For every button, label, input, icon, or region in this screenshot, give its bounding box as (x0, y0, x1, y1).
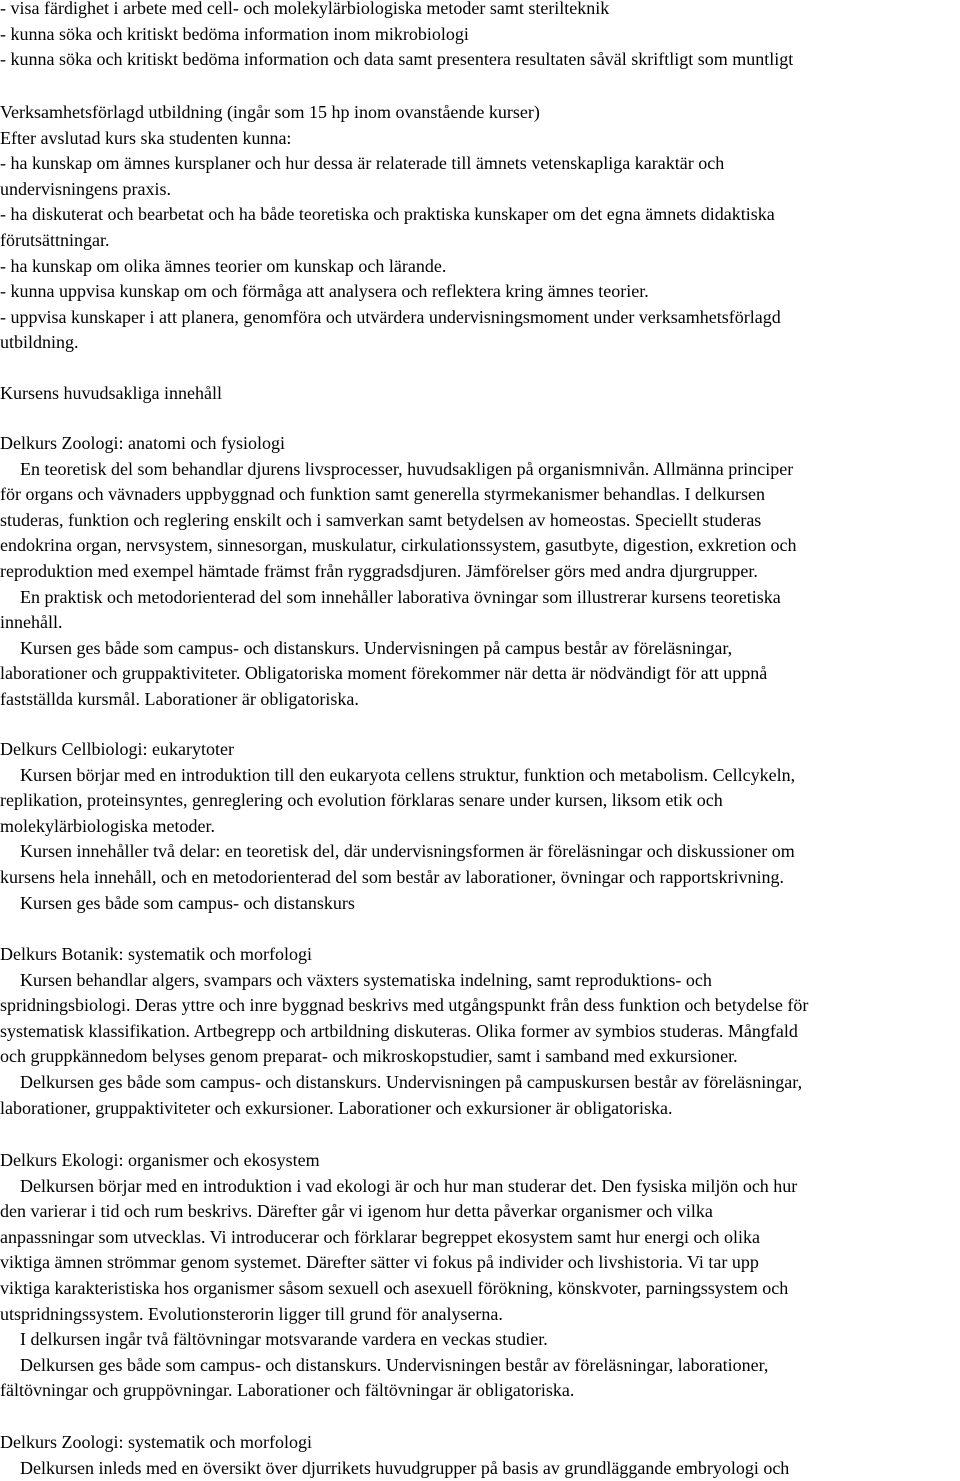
section-line: laborationer, gruppaktiviteter och exkursioner. Laborationer och exkursioner är obligatoriska. (0, 1097, 673, 1118)
intro-bullet: - visa färdighet i arbete med cell- och molekylärbiologiska metoder samt sterilteknik (0, 0, 610, 18)
section-line: kursens hela innehåll, och en metodorienterad del som består av laborationer, övningar och rapportskrivning. (0, 866, 785, 887)
vfu-line: undervisningens praxis. (0, 178, 171, 199)
section-line: En teoretisk del som behandlar djurens livsprocesser, huvudsakligen på organismnivån. Allmänna principer (20, 458, 794, 479)
course-section-ekologi (0, 1148, 960, 1404)
section-line: systematisk klassifikation. Artbegrepp och artbildning diskuteras. Olika former av symbios studeras. Mångfald (0, 1020, 798, 1041)
section-line: för organs och vävnaders uppbyggnad och funktion samt generella styrmekanismer behandlas. I delkursen (0, 484, 765, 505)
section-line: laborationer och gruppaktiviteter. Obligatoriska moment förekommer när detta är nödvändigt för att uppnå (0, 663, 768, 684)
section-line: Kursen börjar med en introduktion till den eukaryota cellens struktur, funktion och metabolism. Cellcykeln, (20, 764, 796, 785)
content-heading: Kursens huvudsakliga innehåll (0, 383, 222, 403)
section-line: den varierar i tid och rum beskrivs. Därefter går vi igenom hur detta påverkar organismer och vilka (0, 1201, 713, 1222)
vfu-line: utbildning. (0, 332, 79, 353)
section-line: Delkursen ges både som campus- och distanskurs. Undervisningen på campuskursen består av föreläsningar, (20, 1071, 803, 1092)
section-line: anpassningar som utvecklas. Vi introducerar och förklarar begreppet ekosystem samt hur energi och olika (0, 1226, 761, 1247)
vfu-line: - ha kunskap om olika ämnes teorier om kunskap och lärande. (0, 255, 447, 276)
section-line: Kursen behandlar algers, svampars och växters systematiska indelning, samt reproduktions- och (20, 969, 712, 990)
section-line: viktiga karakteristiska hos organismer såsom sexuell och asexuell förökning, könskvoter, parningssystem och (0, 1277, 789, 1298)
section-line: fältövningar och gruppövningar. Laborationer och fältövningar är obligatoriska. (0, 1380, 575, 1401)
section-line: innehåll. (0, 612, 63, 633)
section-heading: Delkurs Cellbiologi: eukarytoter (0, 739, 234, 759)
section-line: reproduktion med exempel hämtade främst från ryggradsdjuren. Jämförelser görs med andra djurgrupper. (0, 560, 758, 581)
section-line: En praktisk och metodorienterad del som innehåller laborativa övningar som illustrerar kursens teoretiska (20, 586, 781, 607)
section-line: Kursen ges både som campus- och distanskurs. Undervisningen på campus består av föreläsningar, (20, 637, 733, 658)
section-line: endokrina organ, nervsystem, sinnesorgan, muskulatur, cirkulationssystem, gasutbyte, digestion, exkretion och (0, 535, 797, 556)
vfu-line: - kunna uppvisa kunskap om och förmåga att analysera och reflektera kring ämnes teorier. (0, 281, 649, 302)
section-heading: Delkurs Zoologi: anatomi och fysiologi (0, 433, 285, 453)
section-line: Delkursen ges både som campus- och distanskurs. Undervisningen består av föreläsningar, laborationer, (20, 1354, 769, 1375)
section-line: I delkursen ingår två fältövningar motsvarande vardera en veckas studier. (20, 1329, 548, 1350)
section-line: Kursen innehåller två delar: en teoretisk del, där undervisningsformen är föreläsningar och diskussioner om (20, 841, 795, 862)
section-line: spridningsbiologi. Deras yttre och inre byggnad beskrivs med utgångspunkt från dess funktion och betydelse för (0, 995, 809, 1016)
vfu-section (0, 100, 960, 356)
vfu-line: - ha diskuterat och bearbetat och ha både teoretiska och praktiska kunskaper om det egna ämnets didaktiska (0, 204, 775, 225)
section-line: och gruppkännedom belyses genom preparat- och mikroskopstudier, samt i samband med exkursioner. (0, 1046, 738, 1067)
section-line: Delkursen inleds med en översikt över djurrikets huvudgrupper på basis av grundläggande embryologi och (20, 1457, 790, 1478)
section-line: fastställda kursmål. Laborationer är obligatoriska. (0, 688, 359, 709)
vfu-heading: Verksamhetsförlagd utbildning (ingår som 15 hp inom ovanstående kurser) (0, 102, 540, 122)
section-line: utspridningssystem. Evolutionsterorin ligger till grund för analyserna. (0, 1303, 503, 1324)
course-section-zoologi-anatomi (0, 431, 960, 713)
vfu-line: - uppvisa kunskaper i att planera, genomföra och utvärdera undervisningsmoment under verksamhetsförlagd (0, 306, 781, 327)
course-section-botanik (0, 942, 960, 1121)
section-heading: Delkurs Botanik: systematik och morfologi (0, 944, 312, 964)
course-section-zoologi-systematik (0, 1430, 960, 1481)
section-heading: Delkurs Ekologi: organismer och ekosystem (0, 1150, 320, 1170)
content-heading-block (0, 381, 960, 407)
section-heading: Delkurs Zoologi: systematik och morfologi (0, 1432, 312, 1452)
intro-bullet-list (0, 0, 960, 73)
vfu-subheading: Efter avslutad kurs ska studenten kunna: (0, 127, 292, 148)
section-line: Kursen ges både som campus- och distanskurs (20, 892, 355, 913)
section-line: viktiga ämnen strömmar genom systemet. Därefter sätter vi fokus på individer och livshistoria. Vi tar upp (0, 1252, 759, 1273)
section-line: replikation, proteinsyntes, genreglering och evolution förklaras senare under kursen, liksom etik och (0, 790, 723, 811)
section-line: studeras, funktion och reglering enskilt och i samverkan samt betydelsen av homeostas. Speciellt studeras (0, 509, 762, 530)
course-section-cellbiologi (0, 737, 960, 916)
section-line: Delkursen börjar med en introduktion i vad ekologi är och hur man studerar det. Den fysiska miljön och hur (20, 1175, 798, 1196)
section-line: molekylärbiologiska metoder. (0, 815, 215, 836)
vfu-line: förutsättningar. (0, 229, 110, 250)
intro-bullet: - kunna söka och kritiskt bedöma information och data samt presentera resultaten såväl skriftligt som muntligt (0, 49, 794, 70)
intro-bullet: - kunna söka och kritiskt bedöma information inom mikrobiologi (0, 23, 469, 44)
vfu-line: - ha kunskap om ämnes kursplaner och hur dessa är relaterade till ämnets vetenskapliga karaktär och (0, 153, 725, 174)
